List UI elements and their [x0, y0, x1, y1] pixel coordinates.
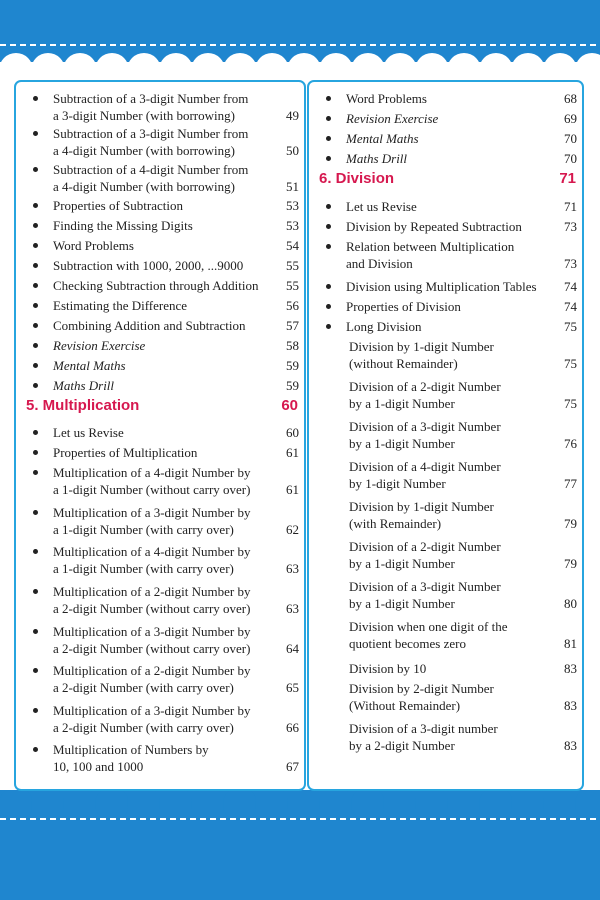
bullet-icon	[33, 747, 38, 752]
entry-title: Multiplication of a 2-digit Number by a 2-digit Number (with carry over)	[53, 663, 251, 695]
toc-subentry	[309, 680, 582, 714]
entry-title: Combining Addition and Subtraction	[53, 318, 246, 333]
toc-entry	[16, 543, 304, 577]
toc-subentry	[309, 660, 582, 677]
entry-page-number: 64	[286, 641, 299, 656]
bullet-icon	[326, 204, 331, 209]
entry-title: Maths Drill	[53, 378, 115, 393]
entry-title: Division of a 3-digit number by a 2-digit Number	[349, 721, 498, 753]
bottom-border-band	[0, 806, 600, 900]
toc-entry	[16, 662, 304, 696]
entry-page-number: 73	[564, 219, 577, 234]
entry-title: Subtraction with 1000, 2000, ...9000	[53, 258, 244, 273]
toc-entry	[16, 277, 304, 294]
bullet-icon	[326, 96, 331, 101]
toc-right-column	[307, 80, 584, 791]
entry-title: Relation between Multiplication and Division	[346, 239, 515, 271]
bullet-icon	[33, 343, 38, 348]
toc-entry	[309, 278, 582, 295]
entry-title: Properties of Division	[346, 299, 461, 314]
toc-subentry	[309, 458, 582, 492]
bullet-icon	[326, 136, 331, 141]
entry-title: Division when one digit of the quotient becomes zero	[349, 619, 508, 651]
entry-page-number: 65	[286, 680, 299, 695]
toc-entry	[309, 238, 582, 272]
toc-entry	[16, 125, 304, 159]
entry-page-number: 75	[564, 356, 577, 371]
entry-page-number: 59	[286, 378, 299, 393]
entry-title: Multiplication of a 3-digit Number by a 1-digit Number (with carry over)	[53, 505, 251, 537]
entry-title: Division using Multiplication Tables	[346, 279, 537, 294]
entry-title: Revision Exercise	[53, 338, 146, 353]
toc-entry	[16, 444, 304, 461]
bullet-icon	[326, 156, 331, 161]
toc-subentry	[309, 498, 582, 532]
toc-entry	[16, 357, 304, 374]
bullet-icon	[33, 708, 38, 713]
entry-page-number: 70	[564, 151, 577, 166]
bullet-icon	[33, 283, 38, 288]
entry-title: Let us Revise	[346, 199, 417, 214]
toc-entry	[16, 741, 304, 775]
toc-entry	[16, 90, 304, 124]
entry-title: Subtraction of a 3-digit Number from a 3-digit Number (with borrowing)	[53, 91, 249, 123]
entry-page-number: 51	[286, 179, 299, 194]
entry-title: Division of a 2-digit Number by a 1-digit Number	[349, 539, 501, 571]
entry-page-number: 57	[286, 318, 299, 333]
toc-subentry	[309, 338, 582, 372]
entry-title: Word Problems	[346, 91, 427, 106]
toc-entry	[309, 218, 582, 235]
entry-title: Properties of Multiplication	[53, 445, 198, 460]
bullet-icon	[33, 167, 38, 172]
bullet-icon	[33, 263, 38, 268]
toc-subentry	[309, 720, 582, 754]
bottom-stitch-line	[0, 818, 600, 820]
toc-entry	[309, 90, 582, 107]
entry-title: Mental Maths	[53, 358, 126, 373]
bullet-icon	[33, 96, 38, 101]
bullet-icon	[326, 116, 331, 121]
entry-page-number: 63	[286, 561, 299, 576]
toc-entry	[16, 464, 304, 498]
entry-title: Multiplication of a 2-digit Number by a 2-digit Number (without carry over)	[53, 584, 251, 616]
toc-subentry	[309, 418, 582, 452]
toc-left-column	[14, 80, 306, 791]
entry-title: Division of a 3-digit Number by a 1-digit Number	[349, 579, 501, 611]
chapter-page-number: 60	[281, 397, 298, 414]
bullet-icon	[326, 244, 331, 249]
toc-entry	[309, 150, 582, 167]
entry-title: Multiplication of a 4-digit Number by a 1-digit Number (without carry over)	[53, 465, 251, 497]
entry-title: Division of a 4-digit Number by 1-digit Number	[349, 459, 501, 491]
toc-entry	[16, 583, 304, 617]
entry-page-number: 58	[286, 338, 299, 353]
bullet-icon	[326, 284, 331, 289]
entry-page-number: 53	[286, 198, 299, 213]
entry-title: Subtraction of a 3-digit Number from a 4-digit Number (with borrowing)	[53, 126, 249, 158]
entry-title: Finding the Missing Digits	[53, 218, 193, 233]
entry-page-number: 63	[286, 601, 299, 616]
entry-title: Properties of Subtraction	[53, 198, 183, 213]
toc-entry	[16, 424, 304, 441]
toc-entry	[16, 504, 304, 538]
entry-title: Revision Exercise	[346, 111, 439, 126]
entry-title: Maths Drill	[346, 151, 408, 166]
entry-page-number: 74	[564, 299, 577, 314]
entry-page-number: 75	[564, 396, 577, 411]
toc-entry	[16, 161, 304, 195]
entry-title: Division by 10	[349, 661, 427, 676]
entry-page-number: 55	[286, 278, 299, 293]
toc-entry	[16, 377, 304, 394]
entry-page-number: 53	[286, 218, 299, 233]
bullet-icon	[33, 243, 38, 248]
entry-title: Long Division	[346, 319, 422, 334]
entry-page-number: 56	[286, 298, 299, 313]
entry-title: Multiplication of a 3-digit Number by a 2-digit Number (without carry over)	[53, 624, 251, 656]
toc-entry	[16, 217, 304, 234]
bullet-icon	[33, 383, 38, 388]
entry-title: Estimating the Difference	[53, 298, 188, 313]
bullet-icon	[33, 131, 38, 136]
chapter-title: 5. Multiplication	[26, 397, 140, 414]
entry-page-number: 55	[286, 258, 299, 273]
top-stitch-line	[0, 44, 600, 46]
entry-page-number: 83	[564, 738, 577, 753]
entry-title: Division by 1-digit Number (with Remainder)	[349, 499, 494, 531]
entry-title: Let us Revise	[53, 425, 124, 440]
toc-entry	[16, 197, 304, 214]
entry-title: Division by Repeated Subtraction	[346, 219, 522, 234]
entry-page-number: 73	[564, 256, 577, 271]
entry-page-number: 83	[564, 661, 577, 676]
entry-page-number: 67	[286, 759, 299, 774]
entry-page-number: 75	[564, 319, 577, 334]
entry-title: Division by 1-digit Number (without Remainder)	[349, 339, 494, 371]
toc-entry	[309, 130, 582, 147]
chapter-page-number: 71	[559, 170, 576, 187]
toc-entry	[16, 337, 304, 354]
bullet-icon	[33, 510, 38, 515]
entry-title: Mental Maths	[346, 131, 419, 146]
bullet-icon	[326, 224, 331, 229]
entry-page-number: 70	[564, 131, 577, 146]
entry-title: Checking Subtraction through Addition	[53, 278, 259, 293]
toc-entry	[16, 317, 304, 334]
entry-title: Division of a 3-digit Number by a 1-digit Number	[349, 419, 501, 451]
entry-page-number: 80	[564, 596, 577, 611]
entry-title: Division by 2-digit Number (Without Remainder)	[349, 681, 494, 713]
toc-subentry	[309, 618, 582, 652]
bullet-icon	[33, 363, 38, 368]
toc-entry	[16, 702, 304, 736]
toc-subentry	[309, 538, 582, 572]
toc-subentry	[309, 378, 582, 412]
toc-entry	[309, 298, 582, 315]
entry-page-number: 68	[564, 91, 577, 106]
entry-page-number: 76	[564, 436, 577, 451]
entry-page-number: 59	[286, 358, 299, 373]
bullet-icon	[33, 450, 38, 455]
bullet-icon	[33, 203, 38, 208]
bullet-icon	[33, 323, 38, 328]
entry-title: Multiplication of a 4-digit Number by a 1-digit Number (with carry over)	[53, 544, 251, 576]
bullet-icon	[33, 303, 38, 308]
bullet-icon	[326, 304, 331, 309]
bullet-icon	[33, 589, 38, 594]
entry-page-number: 49	[286, 108, 299, 123]
entry-page-number: 61	[286, 445, 299, 460]
entry-page-number: 62	[286, 522, 299, 537]
bullet-icon	[33, 668, 38, 673]
entry-page-number: 79	[564, 516, 577, 531]
entry-title: Division of a 2-digit Number by a 1-digit Number	[349, 379, 501, 411]
entry-page-number: 74	[564, 279, 577, 294]
entry-page-number: 81	[564, 636, 577, 651]
toc-entry	[16, 623, 304, 657]
entry-page-number: 83	[564, 698, 577, 713]
entry-page-number: 61	[286, 482, 299, 497]
chapter-title: 6. Division	[319, 170, 395, 187]
entry-title: Multiplication of a 3-digit Number by a 2-digit Number (with carry over)	[53, 703, 251, 735]
entry-page-number: 54	[286, 238, 299, 253]
entry-page-number: 50	[286, 143, 299, 158]
toc-entry	[309, 110, 582, 127]
toc-entry	[16, 257, 304, 274]
bullet-icon	[326, 324, 331, 329]
toc-entry	[16, 237, 304, 254]
entry-page-number: 66	[286, 720, 299, 735]
entry-page-number: 77	[564, 476, 577, 491]
bullet-icon	[33, 549, 38, 554]
bullet-icon	[33, 430, 38, 435]
toc-entry	[16, 297, 304, 314]
entry-page-number: 69	[564, 111, 577, 126]
entry-page-number: 60	[286, 425, 299, 440]
entry-title: Multiplication of Numbers by 10, 100 and 1000	[53, 742, 209, 774]
toc-subentry	[309, 578, 582, 612]
entry-page-number: 79	[564, 556, 577, 571]
entry-page-number: 71	[564, 199, 577, 214]
bullet-icon	[33, 223, 38, 228]
toc-entry	[309, 318, 582, 335]
entry-title: Subtraction of a 4-digit Number from a 4-digit Number (with borrowing)	[53, 162, 249, 194]
bullet-icon	[33, 470, 38, 475]
entry-title: Word Problems	[53, 238, 134, 253]
toc-entry	[309, 198, 582, 215]
bullet-icon	[33, 629, 38, 634]
top-scallop-edge	[0, 44, 600, 84]
